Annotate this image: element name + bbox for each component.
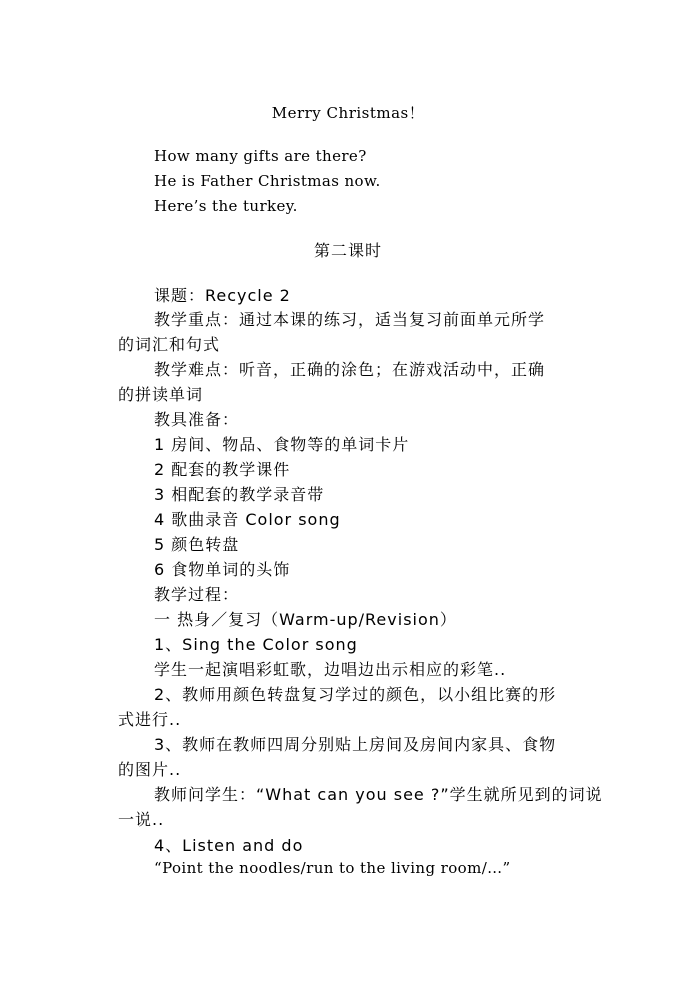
review-sentence-2: He is Father Christmas now. — [154, 172, 381, 190]
step3-line-2: 的图片.. — [118, 760, 182, 779]
difficulties-line-2: 的拼读单词 — [118, 385, 204, 404]
material-item-3: 3 相配套的教学录音带 — [154, 485, 325, 504]
process-heading: 教学过程： — [154, 585, 240, 604]
material-item-4: 4 歌曲录音 Color song — [154, 510, 341, 529]
material-item-1: 1 房间、物品、食物等的单词卡片 — [154, 435, 410, 454]
topic-line: 课题：Recycle 2 — [154, 286, 291, 305]
material-item-2: 2 配套的教学课件 — [154, 460, 291, 479]
step4-title: 4、Listen and do — [154, 836, 304, 855]
materials-heading: 教具准备： — [154, 410, 240, 429]
material-item-5: 5 颜色转盘 — [154, 535, 240, 554]
step3-line-1: 3、教师在教师四周分别贴上房间及房间内家具、食物 — [154, 735, 557, 754]
difficulties-line-1: 教学难点：听音，正确的涂色；在游戏活动中，正确 — [154, 360, 546, 379]
heading: Merry Christmas！ — [271, 104, 425, 122]
step2-line-1: 2、教师用颜色转盘复习学过的颜色，以小组比赛的形 — [154, 685, 557, 704]
review-sentence-3: Here’s the turkey. — [154, 197, 298, 215]
step1-title: 1、Sing the Color song — [154, 635, 358, 654]
material-item-6: 6 食物单词的头饰 — [154, 560, 291, 579]
step3-question-line-2: 一说.. — [118, 810, 165, 829]
step4-description: “Point the noodles/run to the living room/…” — [154, 859, 511, 877]
step3-question-line-1: 教师问学生：“What can you see ?”学生就所见到的词说 — [154, 785, 603, 804]
step1-description: 学生一起演唱彩虹歌，边唱边出示相应的彩笔.. — [154, 660, 507, 679]
key-points-line-1: 教学重点：通过本课的练习，适当复习前面单元所学 — [154, 310, 546, 329]
lesson-title: 第二课时 — [313, 241, 382, 260]
key-points-line-2: 的词汇和句式 — [118, 335, 221, 354]
review-sentence-1: How many gifts are there? — [154, 147, 367, 165]
section1-heading: 一 热身／复习（Warm-up/Revision） — [154, 610, 457, 629]
step2-line-2: 式进行.. — [118, 710, 182, 729]
